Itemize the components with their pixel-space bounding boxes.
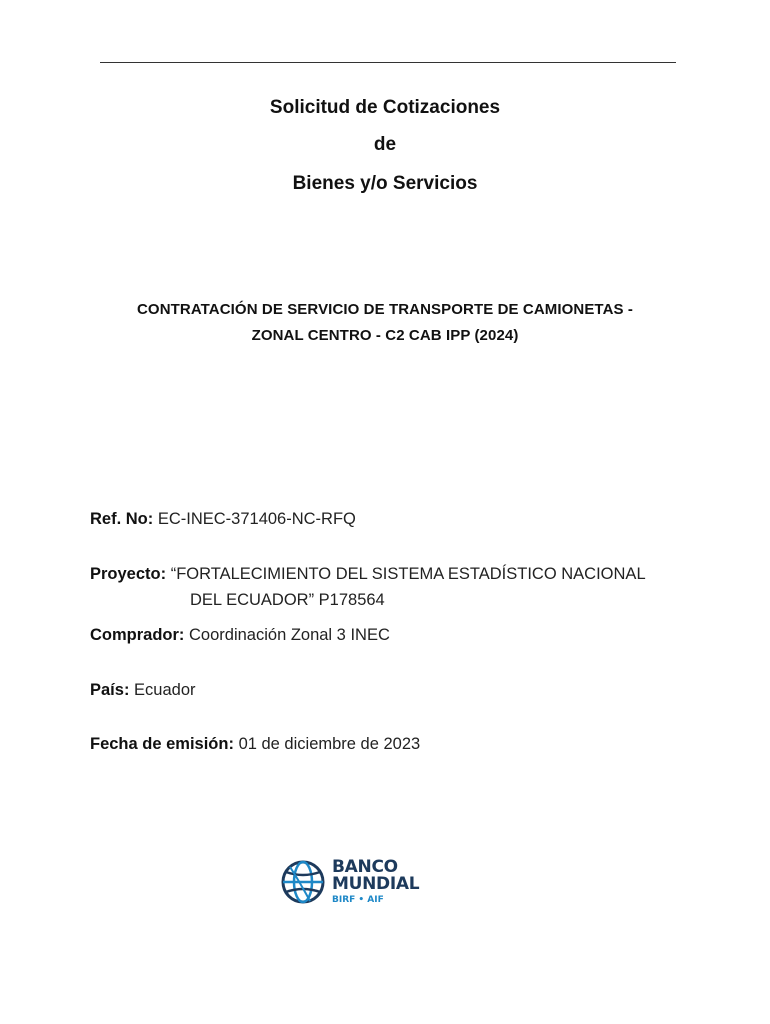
contract-title-line-2: ZONAL CENTRO - C2 CAB IPP (2024) [251, 327, 519, 344]
issue-date-field [90, 735, 420, 754]
doc-title-line-2: de [373, 134, 397, 155]
project-field [90, 565, 646, 584]
buyer-field [90, 626, 390, 645]
doc-title-line-1: Solicitud de Cotizaciones [269, 97, 501, 118]
globe-icon [280, 859, 326, 905]
header-rule [100, 62, 676, 63]
project-value-line-1: “FORTALECIMIENTO DEL SISTEMA ESTADÍSTICO NACIONAL [170, 565, 646, 583]
ref-value: EC-INEC-371406-NC-RFQ [157, 510, 356, 528]
ref-field [90, 510, 356, 529]
buyer-label: Comprador: [90, 626, 185, 644]
logo-subtitle: BIRF • AIF [332, 895, 384, 905]
doc-title-line-3: Bienes y/o Servicios [292, 173, 478, 194]
logo-name: BANCO MUNDIAL [332, 857, 420, 894]
project-value-line-2: DEL ECUADOR” P178564 [190, 591, 385, 609]
issue-date-label: Fecha de emisión: [90, 735, 234, 753]
buyer-value: Coordinación Zonal 3 INEC [189, 626, 390, 644]
project-label: Proyecto: [90, 565, 167, 583]
issue-date-value: 01 de diciembre de 2023 [238, 735, 421, 753]
country-value: Ecuador [134, 681, 196, 699]
country-field [90, 681, 196, 700]
contract-title-line-1: CONTRATACIÓN DE SERVICIO DE TRANSPORTE DE CAMIONETAS - [137, 301, 633, 318]
logo-text [332, 859, 490, 905]
country-label: País: [90, 681, 130, 699]
world-bank-logo [280, 857, 490, 907]
ref-label: Ref. No: [90, 510, 154, 528]
